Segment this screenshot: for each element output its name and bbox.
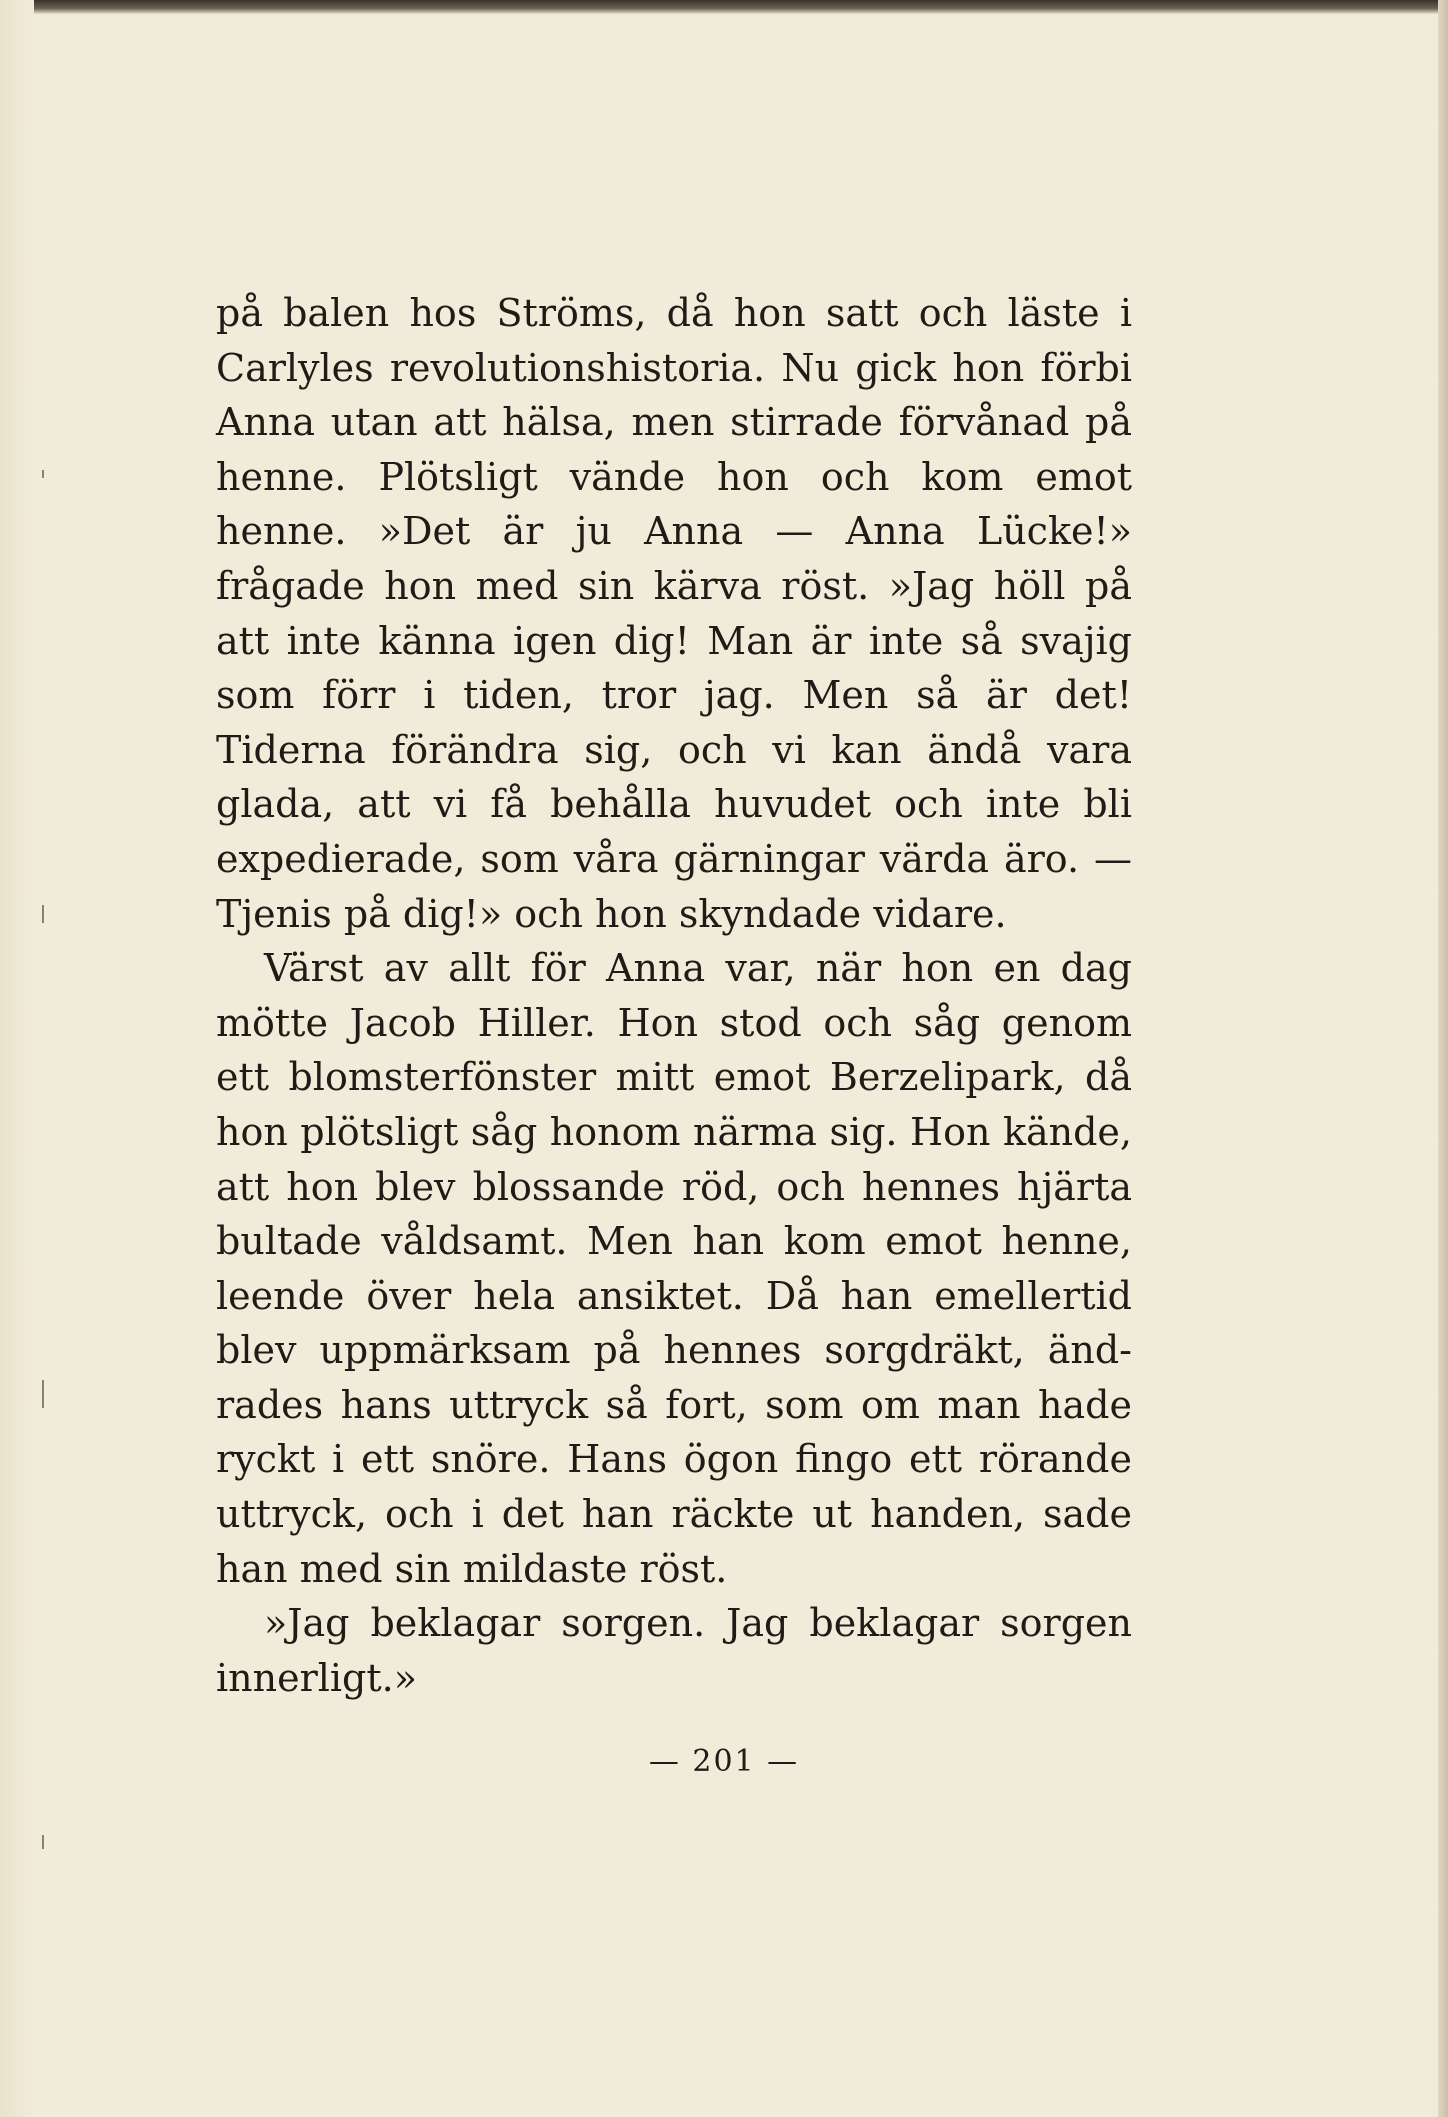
text-line: glada, att vi få behålla huvudet och inte bli bbox=[216, 782, 1132, 827]
text-line: uttryck, och i det han räckte ut handen, sade bbox=[216, 1492, 1132, 1537]
text-line: henne. »Det är ju Anna — Anna Lücke!» bbox=[216, 509, 1132, 554]
text-line: ett blomsterfönster mitt emot Berzelipark, då bbox=[216, 1055, 1132, 1100]
text-line: mötte Jacob Hiller. Hon stod och såg genom bbox=[216, 1000, 1132, 1045]
text-line: leende över hela ansiktet. Då han emellertid bbox=[216, 1273, 1132, 1318]
text-line: han med sin mildaste röst. bbox=[216, 1546, 728, 1591]
body-text bbox=[216, 286, 1132, 1705]
gutter-mark bbox=[42, 1835, 44, 1849]
text-line: som förr i tiden, tror jag. Men så är det! bbox=[216, 673, 1132, 718]
text-line: rades hans uttryck så fort, som om man hade bbox=[216, 1382, 1132, 1427]
text-line: frågade hon med sin kärva röst. »Jag höll på bbox=[216, 563, 1132, 608]
text-line: Tiderna förändra sig, och vi kan ändå vara bbox=[216, 727, 1132, 772]
gutter-mark bbox=[42, 1380, 44, 1408]
text-line: Tjenis på dig!» och hon skyndade vidare. bbox=[216, 891, 1007, 936]
text-line: att inte känna igen dig! Man är inte så svajig bbox=[216, 618, 1132, 663]
page-right-edge bbox=[1438, 0, 1448, 2117]
gutter-mark bbox=[42, 905, 44, 923]
text-line: innerligt.» bbox=[216, 1655, 417, 1700]
page-number: — 201 — bbox=[648, 1744, 800, 1779]
text-line: Värst av allt för Anna var, när hon en dag bbox=[264, 946, 1132, 991]
gutter-mark bbox=[42, 470, 44, 478]
page-top-edge bbox=[0, 0, 1448, 14]
text-line: expedierade, som våra gärningar värda äro. — bbox=[216, 836, 1132, 881]
text-line: att hon blev blossande röd, och hennes hjärta bbox=[216, 1164, 1132, 1209]
text-line: på balen hos Ströms, då hon satt och läste i bbox=[216, 291, 1132, 335]
page-binding-edge bbox=[0, 0, 34, 2117]
text-line: Anna utan att hälsa, men stirrade förvånad på bbox=[216, 400, 1132, 445]
text-line: »Jag beklagar sorgen. Jag beklagar sorgen bbox=[264, 1601, 1132, 1646]
text-line: henne. Plötsligt vände hon och kom emot bbox=[216, 454, 1132, 499]
text-line: Carlyles revolutionshistoria. Nu gick hon förbi bbox=[216, 345, 1132, 390]
text-line: blev uppmärksam på hennes sorgdräkt, änd- bbox=[216, 1328, 1132, 1373]
text-line: bultade våldsamt. Men han kom emot henne, bbox=[216, 1219, 1132, 1264]
text-line: hon plötsligt såg honom närma sig. Hon kände, bbox=[216, 1109, 1132, 1154]
text-line: ryckt i ett snöre. Hans ögon fingo ett rörande bbox=[216, 1437, 1132, 1482]
